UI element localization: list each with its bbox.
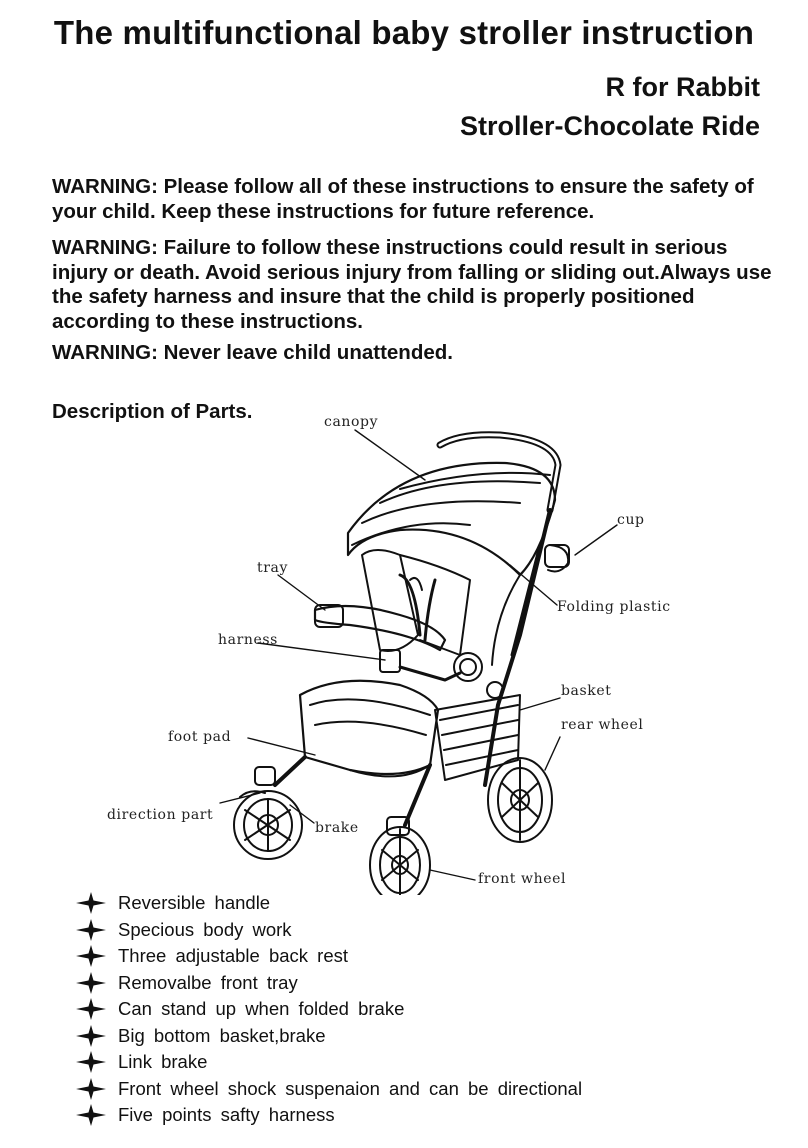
document-title: The multifunctional baby stroller instruction [53,14,755,51]
product-name: Stroller-Chocolate Ride [459,111,760,141]
label-basket: basket [561,683,612,699]
label-cup: cup [617,512,645,528]
label-brake: brake [315,820,359,836]
warning-serious-injury: WARNING: Failure to follow these instructions could result in serious injury or death. Avoid serious injury from falling or sliding out.Always use the safety harness and insure that the child is properly positioned according to these instructions. [52,236,772,333]
warning-unattended: WARNING: Never leave child unattended. [52,341,453,364]
feature-item [76,1102,582,1129]
feature-list [76,890,582,1129]
label-harness: harness [218,632,278,648]
feature-text: Five points safty harness [118,1104,335,1125]
label-rear-wheel: rear wheel [561,717,644,733]
feature-item [76,943,582,970]
four-point-star-icon [76,945,106,967]
feature-text: Big bottom basket,brake [118,1024,326,1046]
four-point-star-icon [76,1025,106,1047]
feature-item [76,970,582,997]
four-point-star-icon [76,1051,106,1073]
feature-item [76,1049,582,1076]
feature-text: Removalbe front tray [118,971,298,993]
feature-text: Specious body work [118,918,292,940]
label-canopy: canopy [324,414,379,430]
feature-text: Front wheel shock suspenaion and can be directional [118,1077,583,1099]
brand-name: R for Rabbit [605,72,760,102]
feature-item [76,996,582,1023]
four-point-star-icon [76,919,106,941]
parts-heading: Description of Parts. [52,400,253,423]
four-point-star-icon [76,972,106,994]
warning-follow-instructions: WARNING: Please follow all of these instructions to ensure the safety of your child. Keep these instructions for future reference. [52,175,754,223]
feature-item [76,1023,582,1050]
feature-item [76,890,582,917]
label-front-wheel: front wheel [478,871,567,887]
label-folding-plastic: Folding plastic [557,599,671,615]
feature-text: Can stand up when folded brake [118,998,405,1019]
label-tray: tray [257,560,288,576]
feature-text: Link brake [118,1051,208,1072]
four-point-star-icon [76,1078,106,1100]
stroller-diagram [100,405,700,895]
label-direction-part: direction part [107,807,214,823]
four-point-star-icon [76,892,106,914]
label-foot-pad: foot pad [168,729,232,745]
feature-item [76,1076,582,1103]
four-point-star-icon [76,998,106,1020]
feature-item [76,917,582,944]
four-point-star-icon [76,1104,106,1126]
feature-text: Three adjustable back rest [118,945,349,966]
feature-text: Reversible handle [118,892,271,913]
